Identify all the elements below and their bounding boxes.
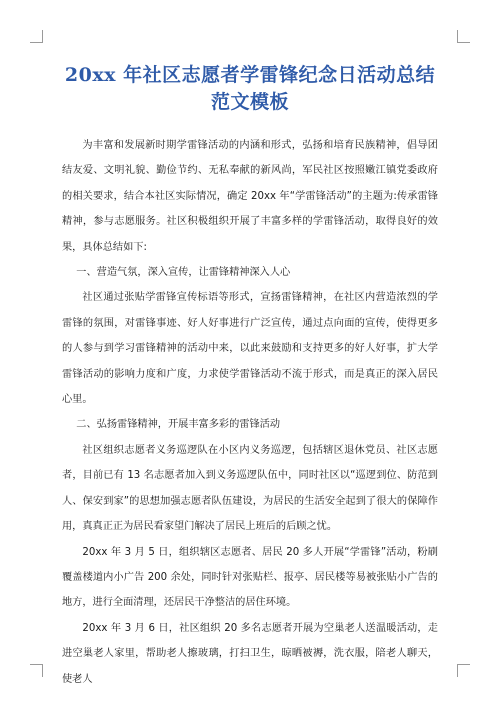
crop-mark-top-right [457, 30, 470, 43]
section-heading-2: 二、弘扬雷锋精神，开展丰富多彩的雷锋活动 [76, 419, 281, 431]
section-1-paragraph: 社区通过张贴学雷锋宣传标语等形式，宣扬雷锋精神，在社区内营造浓烈的学雷锋的氛围，对雷锋事迹、好人好事进行广泛宣传，通过点向面的宣传，使得更多的人参与到学习雷锋精神的活动中来，以此来鼓励和支持更多的好人好事，扩大学雷锋活动的影响力度和广度，力求使学雷锋活动不流于形式，而是真正的深入居民心里。 [62, 292, 438, 406]
crop-mark-bottom-left [30, 664, 43, 677]
document-body [62, 133, 438, 692]
intro-paragraph: 为丰富和发展新时期学雷锋活动的内涵和形式，弘扬和培育民族精神，倡导团结友爱、文明礼貌、勤俭节约、无私奉献的新风尚，军民社区按照嫩江镇党委政府的相关要求，结合本社区实际情况，确定 20xx 年“学雷锋活动”的主题为:传承雷锋精神，参与志愿服务。社区积极组织开展了丰富多样的学雷锋活动，取得良好的效果，具体总结如下: [62, 140, 438, 253]
crop-mark-bottom-right [457, 664, 470, 677]
section-2-paragraph-2: 20xx 年 3 月 5 日，组织辖区志愿者、居民 20 多人开展“学雷锋”活动，粉刷覆盖楼道内小广告 200 余处，同时针对张贴栏、报亭、居民楼等易被张贴小广告的地方，进行全面清理，还居民干净整洁的居住环境。 [62, 546, 438, 609]
section-2-paragraph-1: 社区组织志愿者义务巡逻队在小区内义务巡逻，包括辖区退休党员、社区志愿者，目前已有 13 名志愿者加入到义务巡逻队伍中，同时社区以“巡逻到位、防范到人、保安到家”的思想加强志愿者队伍建设，为居民的生活安全起到了很大的保障作用，真真正正为居民看家望门解决了居民上班后的后顾之忧。 [62, 444, 438, 533]
crop-mark-top-left [30, 30, 43, 43]
section-heading-1: 一、营造气氛，深入宣传，让雷锋精神深入人心 [76, 267, 291, 279]
document-title: 20xx 年社区志愿者学雷锋纪念日活动总结范文模板 [64, 64, 436, 113]
section-2-paragraph-3: 20xx 年 3 月 6 日，社区组织 20 多名志愿者开展为空巢老人送温暖活动，走进空巢老人家里，帮助老人擦玻璃，打扫卫生，晾晒被褥，洗衣服，陪老人聊天，使老人 [62, 622, 438, 685]
